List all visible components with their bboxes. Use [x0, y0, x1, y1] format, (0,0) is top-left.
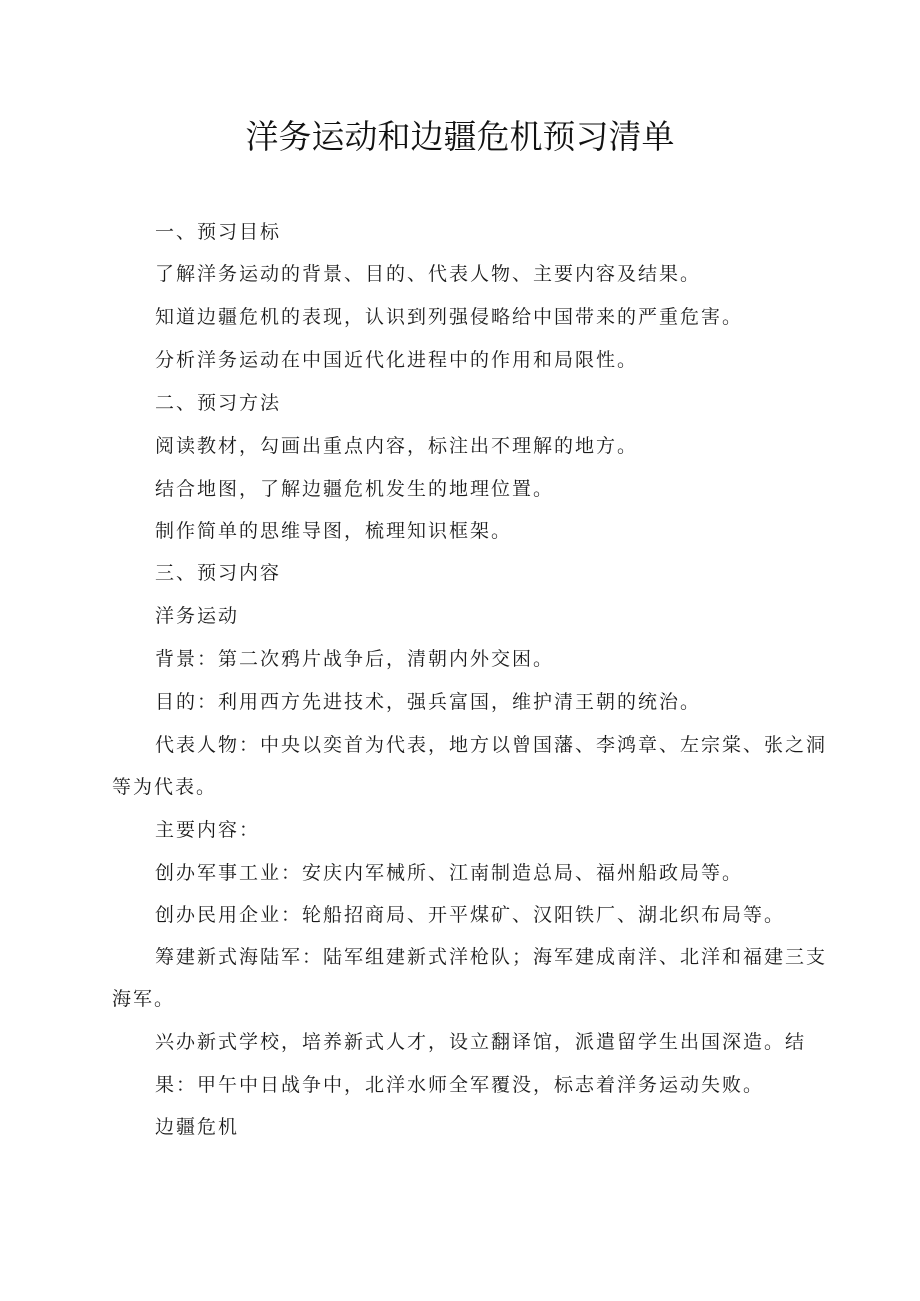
paragraph-line: 制作简单的思维导图，梳理知识框架。 [155, 520, 513, 542]
paragraph-line: 背景：第二次鸦片战争后，清朝内外交困。 [155, 648, 555, 670]
paragraph-line: 主要内容： [155, 819, 261, 841]
subheading-frontier-crisis: 边疆危机 [155, 1116, 240, 1138]
section-heading-content: 三、预习内容 [155, 562, 282, 584]
paragraph-line: 了解洋务运动的背景、目的、代表人物、主要内容及结果。 [155, 263, 702, 285]
section-heading-methods: 二、预习方法 [155, 392, 282, 414]
section-heading-goals: 一、预习目标 [155, 221, 282, 243]
paragraph-line-continued: 海军。 [112, 988, 176, 1010]
paragraph-line: 目的：利用西方先进技术，强兵富国，维护清王朝的统治。 [155, 691, 702, 713]
document-title: 洋务运动和边疆危机预习清单 [245, 117, 675, 156]
paragraph-line-continued: 等为代表。 [112, 776, 218, 798]
paragraph-line: 兴办新式学校，培养新式人才，设立翻译馆，派遣留学生出国深造。结 [155, 1031, 807, 1053]
paragraph-line: 知道边疆危机的表现，认识到列强侵略给中国带来的严重危害。 [155, 306, 744, 328]
paragraph-line: 结合地图，了解边疆危机发生的地理位置。 [155, 478, 555, 500]
subheading-westernization: 洋务运动 [155, 605, 240, 627]
paragraph-line: 创办民用企业：轮船招商局、开平煤矿、汉阳铁厂、湖北织布局等。 [155, 904, 786, 926]
paragraph-line: 分析洋务运动在中国近代化进程中的作用和局限性。 [155, 349, 639, 371]
paragraph-line: 果：甲午中日战争中，北洋水师全军覆没，标志着洋务运动失败。 [155, 1074, 765, 1096]
paragraph-line: 创办军事工业：安庆内军械所、江南制造总局、福州船政局等。 [155, 862, 744, 884]
paragraph-line: 阅读教材，勾画出重点内容，标注出不理解的地方。 [155, 435, 639, 457]
paragraph-line: 筹建新式海陆军：陆军组建新式洋枪队；海军建成南洋、北洋和福建三支 [155, 946, 828, 968]
paragraph-line: 代表人物：中央以奕首为代表，地方以曾国藩、李鸿章、左宗棠、张之洞 [155, 734, 828, 756]
